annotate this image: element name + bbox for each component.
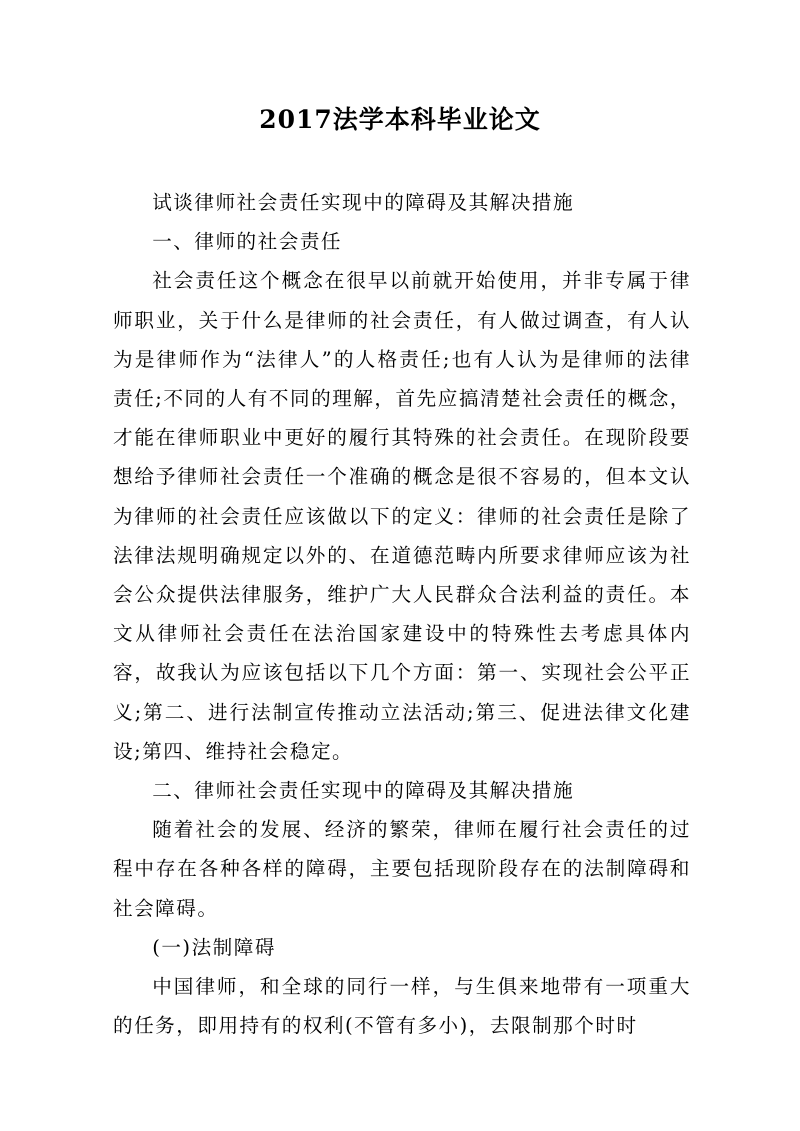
section-heading-2: 二、律师社会责任实现中的障碍及其解决措施 <box>152 779 575 803</box>
paper-subtitle: 试谈律师社会责任实现中的障碍及其解决措施 <box>152 191 575 214</box>
subsection-heading-1: (一)法制障碍 <box>152 935 276 959</box>
paragraph-3: 中国律师，和全球的同行一样，与生俱来地带有一项重大的任务，即用持有的权利(不管有多小)，去限制那个时时 <box>113 975 691 1038</box>
document-title: 2017法学本科毕业论文 <box>259 105 541 134</box>
section-heading-1: 一、律师的社会责任 <box>152 230 343 254</box>
paragraph-2: 随着社会的发展、经济的繁荣，律师在履行社会责任的过程中存在各种各样的障碍，主要包括现阶段存在的法制障碍和社会障碍。 <box>113 818 691 920</box>
document-body <box>113 183 691 1045</box>
paragraph-1: 社会责任这个概念在很早以前就开始使用，并非专属于律师职业，关于什么是律师的社会责任，有人做过调查，有人认为是律师作为“法律人”的人格责任;也有人认为是律师的法律责任;不同的人有不同的理解，首先应搞清楚社会责任的概念，才能在律师职业中更好的履行其特殊的社会责任。在现阶段要想给予律师社会责任一个准确的概念是很不容易的，但本文认为律师的社会责任应该做以下的定义：律师的社会责任是除了法律法规明确规定以外的、在道德范畴内所要求律师应该为社会公众提供法律服务，维护广大人民群众合法利益的责任。本文从律师社会责任在法治国家建设中的特殊性去考虑具体内容，故我认为应该包括以下几个方面：第一、实现社会公平正义;第二、进行法制宣传推动立法活动;第三、促进法律文化建设;第四、维持社会稳定。 <box>113 269 691 763</box>
